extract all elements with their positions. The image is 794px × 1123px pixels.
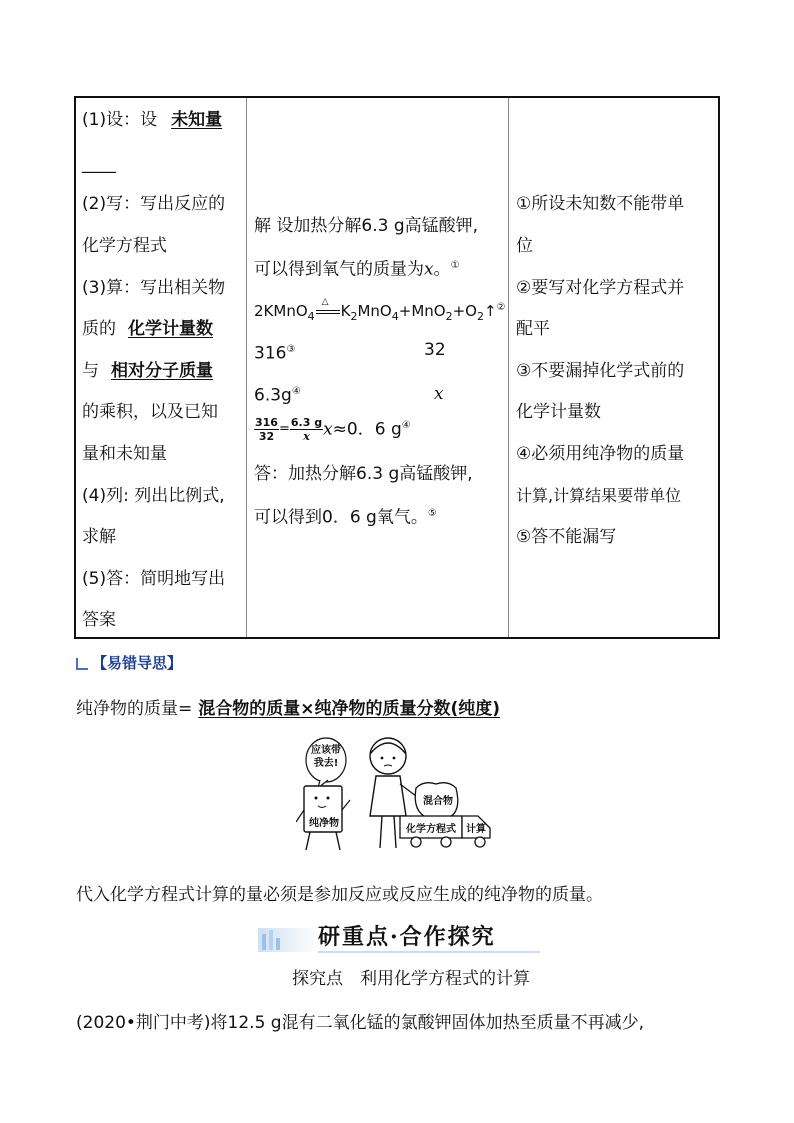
step-4-cont: 求解 (82, 527, 116, 547)
note-3: ③不要漏掉化学式前的 (516, 361, 685, 381)
proportion-equation: $\frac{316}{32}$ = $\frac{6.3 g}{x}$ x≈0．6 g④ (255, 416, 411, 444)
section-banner (258, 918, 548, 954)
step-3-cont3: 的乘积，以及已知 (82, 402, 218, 422)
note-statement: 代入化学方程式计算的量必须是参加反应或反应生成的纯净物的质量。 (76, 885, 603, 905)
note-5: ⑤答不能漏写 (516, 527, 617, 547)
mass-6-3g: 6.3g④ (254, 385, 301, 406)
step-3-cont: 质的 化学计量数 (82, 319, 213, 339)
error-section-header: 【易错导思】 (76, 652, 182, 673)
answer-line-2: 可以得到0．6 g氧气。⑤ (254, 507, 437, 528)
corner-arrow-icon (76, 658, 88, 670)
example-line-1: 解 设加热分解6.3 g高锰酸钾, (254, 216, 479, 236)
step-3-cont4: 量和未知量 (82, 444, 167, 464)
banner-bar-icon (276, 938, 280, 950)
chemical-equation: 2KMnO$_4$ △ $K_2MnO_4+MnO_2+O_2↑^②$ (254, 297, 506, 323)
step-3-calc: (3)算：写出相关物 (82, 278, 226, 298)
note-1: ①所设未知数不能带单 (516, 194, 685, 214)
note-2-cont: 配平 (516, 319, 550, 339)
question-text: (2020•荆门中考)将12.5 g混有二氧化锰的氯酸钾固体加热至质量不再减少, (76, 1013, 645, 1033)
unknown-x: x (434, 384, 444, 404)
step-2-cont: 化学方程式 (82, 236, 167, 256)
note-2: ②要写对化学方程式并 (516, 278, 685, 298)
answer-line-1: 答：加热分解6.3 g高锰酸钾, (254, 464, 473, 484)
step-4-list: (4)列: 列出比例式, (82, 486, 225, 506)
pure-mass-formula: 纯净物的质量= 混合物的质量×纯净物的质量分数(纯度) (76, 699, 501, 719)
molar-mass-316: 316③ (254, 343, 296, 364)
column-divider (508, 98, 509, 637)
solution-steps-table (74, 96, 720, 639)
step-5-answer: (5)答：简明地写出 (82, 569, 226, 589)
subheading: 探究点 利用化学方程式的计算 (292, 969, 530, 989)
truck-label-equation: 化学方程式 (406, 824, 456, 834)
banner-bar-icon (269, 930, 273, 950)
note-4: ④必须用纯净物的质量 (516, 444, 685, 464)
banner-underline (318, 951, 540, 953)
step-1-set: (1)设：设 未知量 (82, 110, 223, 130)
truck-label-calc: 计算 (466, 824, 486, 834)
mixture-label: 混合物 (423, 796, 453, 806)
example-line-2: 可以得到氧气的质量为x。① (254, 259, 460, 280)
step-3-cont2: 与 相对分子质量 (82, 361, 213, 381)
note-4-cont: 计算,计算结果要带单位 (516, 486, 682, 505)
banner-decor (258, 928, 318, 952)
blank-line: ____ (82, 154, 116, 174)
note-3-cont: 化学计量数 (516, 402, 601, 422)
note-1-cont: 位 (516, 236, 533, 256)
step-5-cont: 答案 (82, 610, 116, 630)
molar-mass-32: 32 (424, 340, 446, 360)
speech-text: 应该带我去! (311, 745, 341, 769)
cartoon-illustration (296, 732, 496, 856)
column-divider (246, 98, 247, 637)
pure-substance-label: 纯净物 (309, 818, 339, 829)
banner-bar-icon (262, 934, 266, 950)
banner-title: 研重点·合作探究 (318, 924, 496, 950)
step-2-write: (2)写：写出反应的 (82, 194, 226, 214)
